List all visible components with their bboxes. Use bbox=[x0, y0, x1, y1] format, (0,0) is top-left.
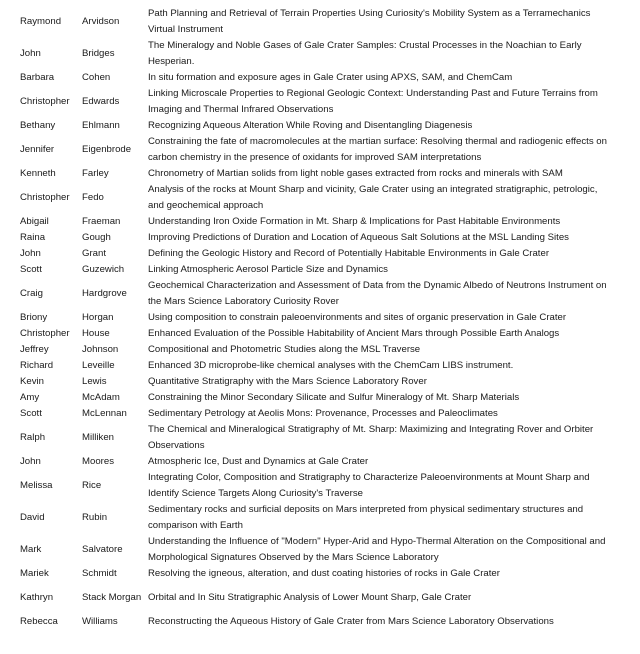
last-name-cell: Schmidt bbox=[82, 568, 117, 579]
table-row bbox=[20, 70, 610, 86]
project-title-cell: Using composition to constrain paleoenvironments and sites of organic preservation in Gale Crater bbox=[148, 312, 567, 323]
first-name-cell: John bbox=[20, 248, 41, 259]
last-name-cell: Williams bbox=[82, 616, 118, 627]
first-name-cell: Amy bbox=[20, 392, 40, 403]
table-row bbox=[20, 470, 610, 502]
first-name-cell: Jennifer bbox=[20, 144, 55, 155]
project-title-cell: Atmospheric Ice, Dust and Dynamics at Gale Crater bbox=[148, 456, 369, 467]
first-name-cell: John bbox=[20, 456, 41, 467]
project-title-cell: Understanding Iron Oxide Formation in Mt. Sharp & Implications for Past Habitable Environments bbox=[148, 216, 561, 227]
project-title-cell: Linking Atmospheric Aerosol Particle Size and Dynamics bbox=[148, 264, 388, 275]
last-name-cell: House bbox=[82, 328, 110, 339]
project-title-cell: Geochemical Characterization and Assessment of Data from the Dynamic Albedo of Neutrons Instrument on the Mars Science Laboratory Curiosity Rover bbox=[148, 280, 607, 307]
table-row bbox=[20, 534, 610, 566]
project-title-cell: Orbital and In Situ Stratigraphic Analysis of Lower Mount Sharp, Gale Crater bbox=[148, 592, 472, 603]
last-name-cell: Milliken bbox=[82, 432, 114, 443]
project-title-cell: In situ formation and exposure ages in Gale Crater using APXS, SAM, and ChemCam bbox=[148, 72, 513, 83]
table-row bbox=[20, 230, 610, 246]
first-name-cell: Ralph bbox=[20, 432, 46, 443]
last-name-cell: Cohen bbox=[82, 72, 111, 83]
table-row bbox=[20, 614, 610, 630]
project-title-cell: Quantitative Stratigraphy with the Mars Science Laboratory Rover bbox=[148, 376, 427, 387]
first-name-cell: John bbox=[20, 48, 41, 59]
table-row bbox=[20, 166, 610, 182]
table-row bbox=[20, 86, 610, 118]
first-name-cell: Scott bbox=[20, 408, 42, 419]
project-title-cell: Resolving the igneous, alteration, and dust coating histories of rocks in Gale Crater bbox=[148, 568, 500, 579]
first-name-cell: Craig bbox=[20, 288, 43, 299]
table-row bbox=[20, 326, 610, 342]
table-row bbox=[20, 582, 610, 614]
last-name-cell: Edwards bbox=[82, 96, 120, 107]
last-name-cell: Rice bbox=[82, 480, 102, 491]
table-row bbox=[20, 454, 610, 470]
table-row bbox=[20, 38, 610, 70]
first-name-cell: Melissa bbox=[20, 480, 53, 491]
first-name-cell: David bbox=[20, 512, 45, 523]
first-name-cell: Kevin bbox=[20, 376, 44, 387]
table-row bbox=[20, 358, 610, 374]
last-name-cell: Hardgrove bbox=[82, 288, 127, 299]
project-title-cell: Compositional and Photometric Studies along the MSL Traverse bbox=[148, 344, 421, 355]
last-name-cell: Bridges bbox=[82, 48, 115, 59]
last-name-cell: Salvatore bbox=[82, 544, 123, 555]
project-title-cell: Enhanced 3D microprobe-like chemical analyses with the ChemCam LIBS instrument. bbox=[148, 360, 514, 371]
project-title-cell: Analysis of the rocks at Mount Sharp and vicinity, Gale Crater using an integrated stratigraphic, petrologic, and geochemical approach bbox=[148, 184, 598, 211]
first-name-cell: Jeffrey bbox=[20, 344, 49, 355]
table-row bbox=[20, 374, 610, 390]
table-row bbox=[20, 502, 610, 534]
first-name-cell: Mark bbox=[20, 544, 42, 555]
project-title-cell: Constraining the Minor Secondary Silicate and Sulfur Mineralogy of Mt. Sharp Materials bbox=[148, 392, 520, 403]
project-title-cell: Sedimentary Petrology at Aeolis Mons: Provenance, Processes and Paleoclimates bbox=[148, 408, 498, 419]
first-name-cell: Bethany bbox=[20, 120, 56, 131]
first-name-cell: Scott bbox=[20, 264, 42, 275]
table-row bbox=[20, 6, 610, 38]
table-row bbox=[20, 422, 610, 454]
first-name-cell: Barbara bbox=[20, 72, 55, 83]
table-row bbox=[20, 406, 610, 422]
table-row bbox=[20, 262, 610, 278]
last-name-cell: Arvidson bbox=[82, 16, 120, 27]
first-name-cell: Raymond bbox=[20, 16, 62, 27]
table-row bbox=[20, 278, 610, 310]
table-row bbox=[20, 214, 610, 230]
last-name-cell: Horgan bbox=[82, 312, 114, 323]
project-title-cell: The Mineralogy and Noble Gases of Gale Crater Samples: Crustal Processes in the Noachian to Early Hesperian. bbox=[148, 40, 582, 67]
last-name-cell: Ehlmann bbox=[82, 120, 120, 131]
table-row bbox=[20, 118, 610, 134]
first-name-cell: Christopher bbox=[20, 96, 70, 107]
project-title-cell: Sedimentary rocks and surficial deposits on Mars interpreted from physical sedimentary structures and comparison with Earth bbox=[148, 504, 584, 531]
first-name-cell: Christopher bbox=[20, 192, 70, 203]
last-name-cell: Lewis bbox=[82, 376, 107, 387]
last-name-cell: Moores bbox=[82, 456, 114, 467]
project-title-cell: Constraining the fate of macromolecules at the martian surface: Resolving thermal and radiogenic effects on carbon chemistry in the presence of oxidants for improved SAM interpretations bbox=[148, 136, 607, 163]
last-name-cell: Stack Morgan bbox=[82, 592, 142, 603]
project-title-cell: Understanding the Influence of "Modern" Hyper-Arid and Hypo-Thermal Alteration on the Compositional and Morphological Signatures Observed by the Mars Science Laboratory bbox=[148, 536, 606, 563]
table-row bbox=[20, 390, 610, 406]
project-title-cell: Chronometry of Martian solids from light noble gases extracted from rocks and minerals with SAM bbox=[148, 168, 563, 179]
project-title-cell: Path Planning and Retrieval of Terrain Properties Using Curiosity's Mobility System as a Terramechanics Virtual Instrument bbox=[148, 8, 591, 35]
table-row bbox=[20, 134, 610, 166]
participant-table bbox=[20, 6, 610, 630]
last-name-cell: McAdam bbox=[82, 392, 120, 403]
last-name-cell: Eigenbrode bbox=[82, 144, 132, 155]
first-name-cell: Abigail bbox=[20, 216, 49, 227]
last-name-cell: Gough bbox=[82, 232, 111, 243]
project-title-cell: Integrating Color, Composition and Stratigraphy to Characterize Paleoenvironments at Mount Sharp and Identify Science Targets Along Curiosity's Traverse bbox=[148, 472, 590, 499]
first-name-cell: Kenneth bbox=[20, 168, 56, 179]
project-title-cell: Recognizing Aqueous Alteration While Roving and Disentangling Diagenesis bbox=[148, 120, 473, 131]
last-name-cell: Johnson bbox=[82, 344, 119, 355]
project-title-cell: Improving Predictions of Duration and Location of Aqueous Salt Solutions at the MSL Landing Sites bbox=[148, 232, 569, 243]
first-name-cell: Briony bbox=[20, 312, 48, 323]
last-name-cell: Rubin bbox=[82, 512, 108, 523]
table-row bbox=[20, 342, 610, 358]
table-row bbox=[20, 182, 610, 214]
first-name-cell: Mariek bbox=[20, 568, 49, 579]
project-title-cell: Reconstructing the Aqueous History of Gale Crater from Mars Science Laboratory Observations bbox=[148, 616, 554, 627]
last-name-cell: Fraeman bbox=[82, 216, 121, 227]
first-name-cell: Kathryn bbox=[20, 592, 54, 603]
last-name-cell: Fedo bbox=[82, 192, 104, 203]
first-name-cell: Raina bbox=[20, 232, 46, 243]
participant-table-body bbox=[20, 6, 610, 630]
table-row bbox=[20, 566, 610, 582]
first-name-cell: Christopher bbox=[20, 328, 70, 339]
first-name-cell: Rebecca bbox=[20, 616, 58, 627]
project-title-cell: The Chemical and Mineralogical Stratigraphy of Mt. Sharp: Maximizing and Integrating Rover and Orbiter Observations bbox=[148, 424, 594, 451]
table-row bbox=[20, 246, 610, 262]
project-title-cell: Enhanced Evaluation of the Possible Habitability of Ancient Mars through Possible Earth Analogs bbox=[148, 328, 560, 339]
project-title-cell: Linking Microscale Properties to Regional Geologic Context: Understanding Past and Future Terrains from Imaging and Thermal Infrared Observations bbox=[148, 88, 598, 115]
last-name-cell: Leveille bbox=[82, 360, 115, 371]
last-name-cell: McLennan bbox=[82, 408, 127, 419]
first-name-cell: Richard bbox=[20, 360, 54, 371]
last-name-cell: Grant bbox=[82, 248, 106, 259]
last-name-cell: Guzewich bbox=[82, 264, 125, 275]
last-name-cell: Farley bbox=[82, 168, 109, 179]
project-title-cell: Defining the Geologic History and Record of Potentially Habitable Environments in Gale Crater bbox=[148, 248, 550, 259]
table-row bbox=[20, 310, 610, 326]
